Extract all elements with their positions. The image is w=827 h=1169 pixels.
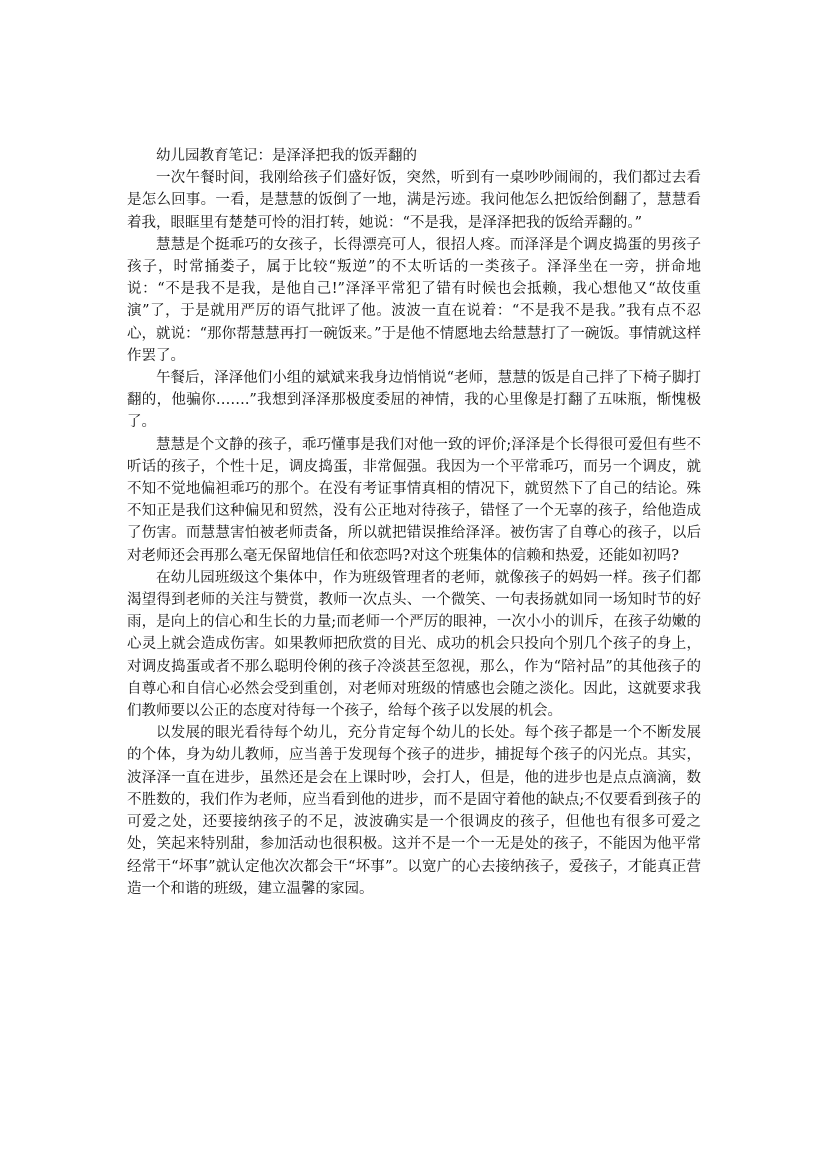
document-page xyxy=(127,145,701,900)
paragraph-teacher-role: 在幼儿园班级这个集体中，作为班级管理者的老师，就像孩子的妈妈一样。孩子们都渴望得到老师的关注与赞赏，教师一次点头、一个微笑、一句表扬就如同一场知时节的好雨，是向上的信心和生长的力量;而老师一个严厉的眼神，一次小小的训斥，在孩子幼嫩的心灵上就会造成伤害。如果教师把欣赏的目光、成功的机会只投向个别几个孩子的身上，对调皮捣蛋或者不那么聪明伶俐的孩子冷淡甚至忽视，那么，作为“陪衬品”的其他孩子的自尊心和自信心必然会受到重创，对老师对班级的情感也会随之淡化。因此，这就要求我们教师要以公正的态度对待每一个孩子，给每个孩子以发展的机会。 xyxy=(127,569,701,720)
paragraph-huihui-zeze: 慧慧是个挺乖巧的女孩子，长得漂亮可人，很招人疼。而泽泽是个调皮捣蛋的男孩子孩子，时常捅娄子，属于比较“叛逆”的不太听话的一类孩子。泽泽坐在一旁，拼命地说：“不是我不是我，是他自己!”泽泽平常犯了错有时候也会抵赖，我心想他又“故伎重演”了，于是就用严厉的语气批评了他。波波一直在说着：“不是我不是我。”我有点不忍心，就说：“那你帮慧慧再打一碗饭来。”于是他不情愿地去给慧慧打了一碗饭。事情就这样作罢了。 xyxy=(127,236,701,364)
paragraph-development-view: 以发展的眼光看待每个幼儿，充分肯定每个幼儿的长处。每个孩子都是一个不断发展的个体，身为幼儿教师，应当善于发现每个孩子的进步，捕捉每个孩子的闪光点。其实，波泽泽一直在进步，虽然还是会在上课时吵，会打人，但是，他的进步也是点点滴滴，数不胜数的，我们作为老师，应当看到他的进步，而不是固守着他的缺点;不仅要看到孩子的可爱之处，还要接纳孩子的不足，波波确实是一个很调皮的孩子，但他也有很多可爱之处，笑起来特别甜，参加活动也很积极。这并不是一个一无是处的孩子，不能因为他平常经常干“坏事”就认定他次次都会干“坏事”。以宽广的心去接纳孩子，爱孩子，才能真正营造一个和谐的班级，建立温馨的家园。 xyxy=(127,725,701,897)
paragraph-reflection: 慧慧是个文静的孩子，乖巧懂事是我们对他一致的评价;泽泽是个长得很可爱但有些不听话的孩子，个性十足，调皮捣蛋，非常倔强。我因为一个平常乖巧，而另一个调皮，就不知不觉地偏袒乖巧的那个。在没有考证事情真相的情况下，就贸然下了自己的结论。殊不知正是我们这种偏见和贸然，没有公正地对待孩子，错怪了一个无辜的孩子，给他造成了伤害。而慧慧害怕被老师责备，所以就把错误推给泽泽。被伤害了自尊心的孩子，以后对老师还会再那么毫无保留地信任和依恋吗?对这个班集体的信赖和热爱，还能如初吗? xyxy=(127,436,701,564)
paragraph-lunch-incident: 一次午餐时间，我刚给孩子们盛好饭，突然，听到有一桌吵吵闹闹的，我们都过去看是怎么回事。一看，是慧慧的饭倒了一地，满是污迹。我问他怎么把饭给倒翻了，慧慧看着我，眼眶里有楚楚可怜的泪打转，她说：“不是我，是泽泽把我的饭给弄翻的。” xyxy=(127,170,701,231)
paragraph-truth-revealed: 午餐后，泽泽他们小组的斌斌来我身边悄悄说“老师，慧慧的饭是自己拌了下椅子脚打翻的，他骗你…….”我想到泽泽那极度委屈的神情，我的心里像是打翻了五味瓶，惭愧极了。 xyxy=(127,370,701,431)
document-title: 幼儿园教育笔记：是泽泽把我的饭弄翻的 xyxy=(156,148,417,164)
